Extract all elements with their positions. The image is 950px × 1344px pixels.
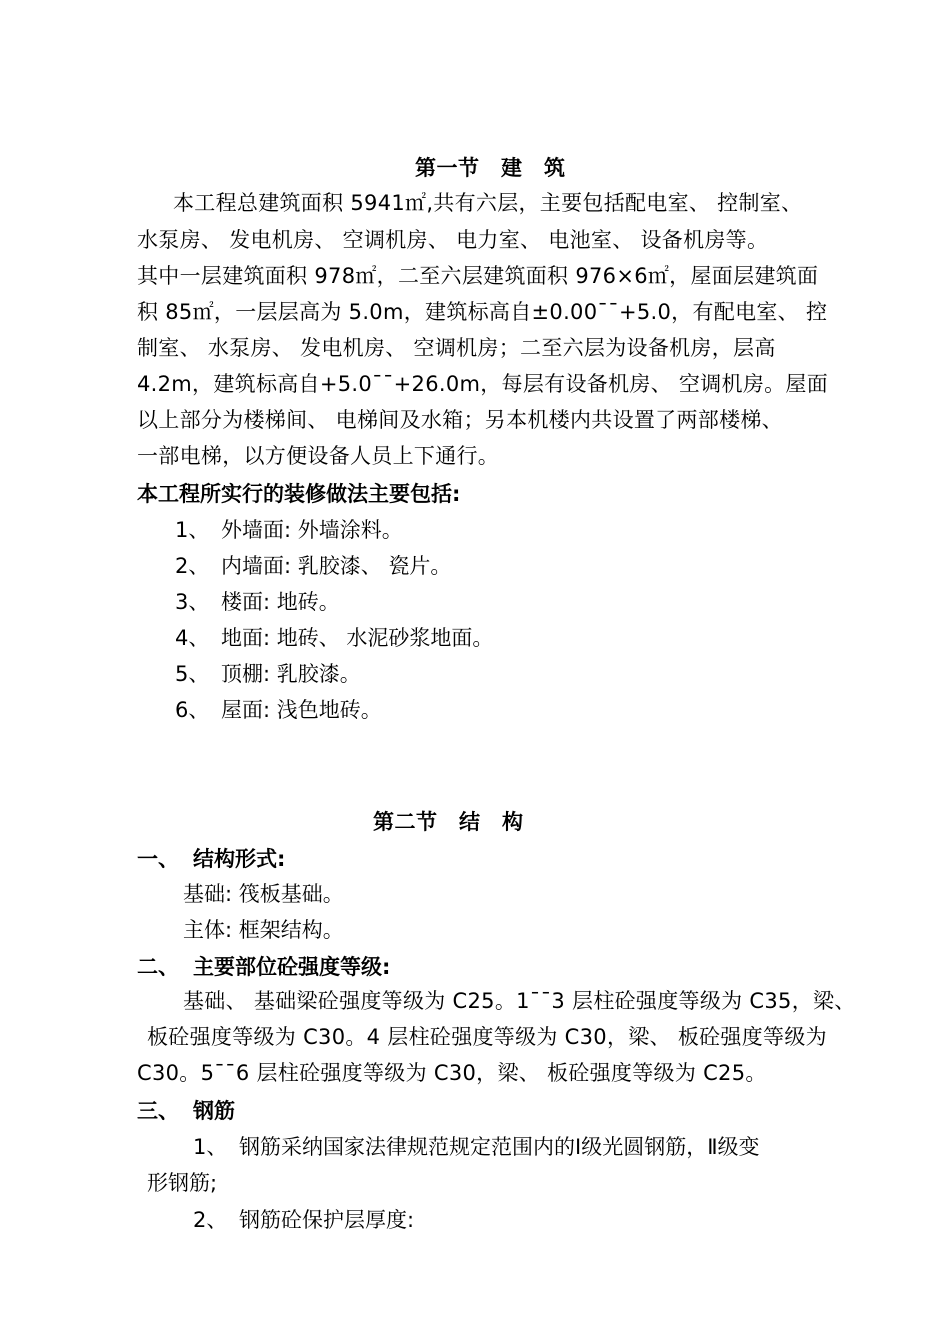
rebar-item-1 <box>193 1131 760 1161</box>
rebar-item-number: 1、 <box>193 1135 228 1159</box>
paragraph-line: 4.2m，建筑标高自+5.0¯¯+26.0m，每层有设备机房、 空调机房。屋面 <box>137 372 829 396</box>
finish-item-text: 地面: 地砖、 水泥砂浆地面。 <box>221 626 494 650</box>
rebar-item-text: 钢筋砼保护层厚度: <box>239 1208 415 1232</box>
finish-item-number: 2、 <box>175 554 210 578</box>
section-2-title: 第二节 结 构 <box>373 810 524 834</box>
heading-text: 主要部位砼强度等级: <box>193 955 391 979</box>
paragraph-line: 以上部分为楼梯间、 电梯间及水箱；另本机楼内共设置了两部楼梯、 <box>137 408 783 432</box>
paragraph-line: 一部电梯，以方便设备人员上下通行。 <box>137 444 500 468</box>
finish-item <box>175 694 382 724</box>
finish-item-text: 楼面: 地砖。 <box>221 590 340 614</box>
foundation-line: 基础: 筏板基础。 <box>183 882 344 906</box>
finish-item <box>175 622 493 652</box>
heading-text: 结构形式: <box>193 847 286 871</box>
structure-form-heading <box>137 843 285 873</box>
finish-item-text: 屋面: 浅色地砖。 <box>221 698 382 722</box>
finish-item-number: 6、 <box>175 698 210 722</box>
rebar-item-2 <box>193 1204 414 1234</box>
finish-item-number: 3、 <box>175 590 210 614</box>
heading-text: 钢筋 <box>193 1099 235 1123</box>
finish-item <box>175 514 403 544</box>
rebar-item-1-continued: 形钢筋; <box>147 1171 218 1195</box>
finish-item-number: 1、 <box>175 518 210 542</box>
concrete-line: C30。5¯¯6 层柱砼强度等级为 C30，梁、 板砼强度等级为 C25。 <box>137 1061 767 1085</box>
finish-item-text: 外墙面: 外墙涂料。 <box>221 518 403 542</box>
paragraph-line: 水泵房、 发电机房、 空调机房、 电力室、 电池室、 设备机房等。 <box>137 228 769 252</box>
main-body-line: 主体: 框架结构。 <box>183 918 344 942</box>
rebar-item-text: 钢筋采纳国家法律规范规定范围内的Ⅰ级光圆钢筋，Ⅱ级变 <box>239 1135 760 1159</box>
section-1-title: 第一节 建 筑 <box>415 156 566 180</box>
finish-item-text: 内墙面: 乳胶漆、 瓷片。 <box>221 554 452 578</box>
finish-item <box>175 550 451 580</box>
finish-item <box>175 658 361 688</box>
finish-item-number: 4、 <box>175 626 210 650</box>
finish-item <box>175 586 340 616</box>
rebar-item-number: 2、 <box>193 1208 228 1232</box>
paragraph-line: 积 85㎡，一层层高为 5.0m，建筑标高自±0.00¯¯+5.0，有配电室、 控 <box>137 300 828 324</box>
paragraph-line: 制室、 水泵房、 发电机房、 空调机房；二至六层为设备机房，层高 <box>137 336 776 360</box>
heading-number: 三、 <box>137 1099 179 1123</box>
finish-item-number: 5、 <box>175 662 210 686</box>
concrete-line: 基础、 基础梁砼强度等级为 C25。1¯¯3 层柱砼强度等级为 C35，梁、 <box>183 989 856 1013</box>
concrete-line: 板砼强度等级为 C30。4 层柱砼强度等级为 C30，梁、 板砼强度等级为 <box>147 1025 827 1049</box>
concrete-grade-heading <box>137 951 390 981</box>
heading-number: 一、 <box>137 847 179 871</box>
paragraph-line: 本工程总建筑面积 5941㎡,共有六层，主要包括配电室、 控制室、 <box>173 191 803 215</box>
finish-heading: 本工程所实行的装修做法主要包括: <box>137 482 461 506</box>
heading-number: 二、 <box>137 955 179 979</box>
finish-item-text: 顶棚: 乳胶漆。 <box>221 662 361 686</box>
rebar-heading <box>137 1095 235 1125</box>
paragraph-line: 其中一层建筑面积 978㎡，二至六层建筑面积 976×6㎡，屋面层建筑面 <box>137 264 819 288</box>
